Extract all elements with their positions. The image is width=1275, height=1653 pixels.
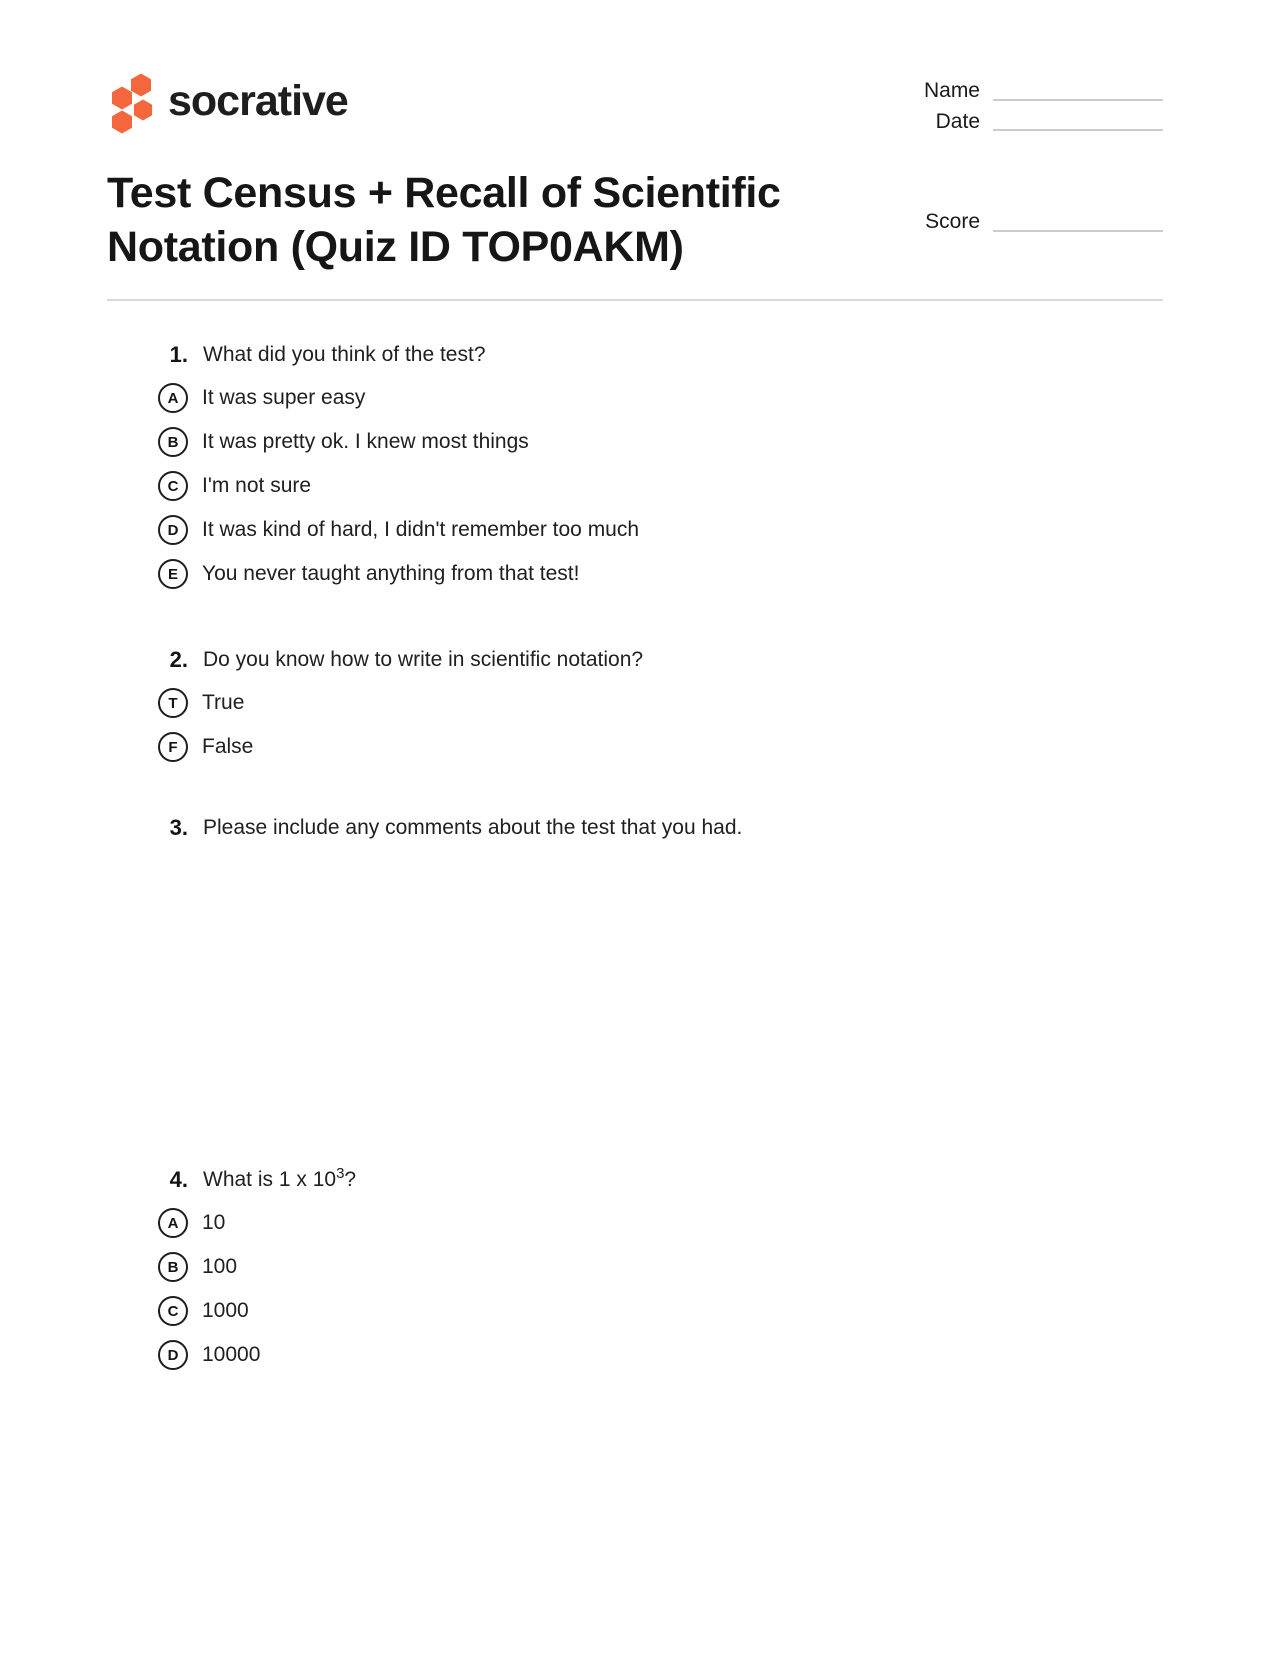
option-row-d[interactable] (158, 515, 639, 545)
option-row-false[interactable] (158, 732, 643, 762)
hexagon-shape (134, 100, 152, 121)
question-text: Do you know how to write in scientific notation? (203, 648, 644, 671)
score-label: Score (925, 210, 980, 233)
question-number: 2. (169, 647, 188, 672)
socrative-hexagons-icon (98, 62, 158, 140)
question-4-row (148, 1165, 356, 1195)
question-number: 1. (169, 342, 188, 367)
open-response-space[interactable] (148, 843, 1048, 1143)
name-fill-line[interactable] (993, 99, 1163, 101)
option-row-c[interactable] (158, 471, 639, 501)
question-text-superscript: 3 (336, 1165, 345, 1182)
question-text: What did you think of the test? (203, 343, 486, 366)
quiz-title: Test Census + Recall of Scientific Notation (Quiz ID TOP0AKM) (107, 169, 781, 271)
question-2-options (158, 688, 643, 762)
answer-bubble: C (158, 1296, 188, 1326)
question-3-row (148, 813, 1048, 843)
question-text: Please include any comments about the test that you had. (203, 816, 743, 839)
date-label: Date (935, 110, 980, 133)
option-text: False (202, 735, 254, 758)
option-text: I'm not sure (202, 474, 312, 497)
answer-bubble: E (158, 559, 188, 589)
answer-bubble: B (158, 427, 188, 457)
question-4 (148, 1165, 356, 1370)
question-text-suffix: ? (344, 1168, 357, 1191)
option-text: 100 (202, 1255, 238, 1278)
question-3 (148, 813, 1048, 1143)
option-row-c[interactable] (158, 1296, 356, 1326)
question-1-options (158, 383, 639, 589)
question-1-row (148, 340, 639, 370)
option-row-b[interactable] (158, 1252, 356, 1282)
option-row-a[interactable] (158, 383, 639, 413)
option-text: It was kind of hard, I didn't remember too much (202, 518, 640, 541)
option-text: You never taught anything from that test! (202, 562, 580, 585)
answer-bubble: D (158, 1340, 188, 1370)
date-fill-line[interactable] (993, 129, 1163, 131)
header-divider (107, 299, 1163, 301)
answer-bubble: A (158, 1208, 188, 1238)
question-1 (148, 340, 639, 589)
question-number: 4. (169, 1167, 188, 1192)
question-4-options (158, 1208, 356, 1370)
option-row-d[interactable] (158, 1340, 356, 1370)
question-2 (148, 645, 643, 762)
score-fill-line[interactable] (993, 230, 1163, 232)
question-text-base: What is 1 x 10 (203, 1168, 337, 1191)
answer-bubble: C (158, 471, 188, 501)
question-number: 3. (169, 815, 188, 840)
hexagon-shape (112, 87, 132, 110)
option-text: True (202, 691, 245, 714)
option-row-e[interactable] (158, 559, 639, 589)
answer-bubble: D (158, 515, 188, 545)
option-text: 10 (202, 1211, 226, 1234)
option-text: 10000 (202, 1343, 261, 1366)
hexagon-shape (112, 111, 132, 134)
name-label: Name (923, 79, 980, 102)
option-row-a[interactable] (158, 1208, 356, 1238)
option-row-b[interactable] (158, 427, 639, 457)
answer-bubble: F (158, 732, 188, 762)
answer-bubble: T (158, 688, 188, 718)
question-text (203, 1165, 356, 1195)
socrative-logo (98, 62, 348, 140)
answer-bubble: B (158, 1252, 188, 1282)
socrative-wordmark: socrative (168, 76, 348, 125)
option-row-true[interactable] (158, 688, 643, 718)
hexagon-shape (131, 74, 151, 97)
option-text: 1000 (202, 1299, 249, 1322)
option-text: It was pretty ok. I knew most things (202, 430, 529, 453)
answer-bubble: A (158, 383, 188, 413)
option-text: It was super easy (202, 386, 366, 409)
question-2-row (148, 645, 643, 675)
